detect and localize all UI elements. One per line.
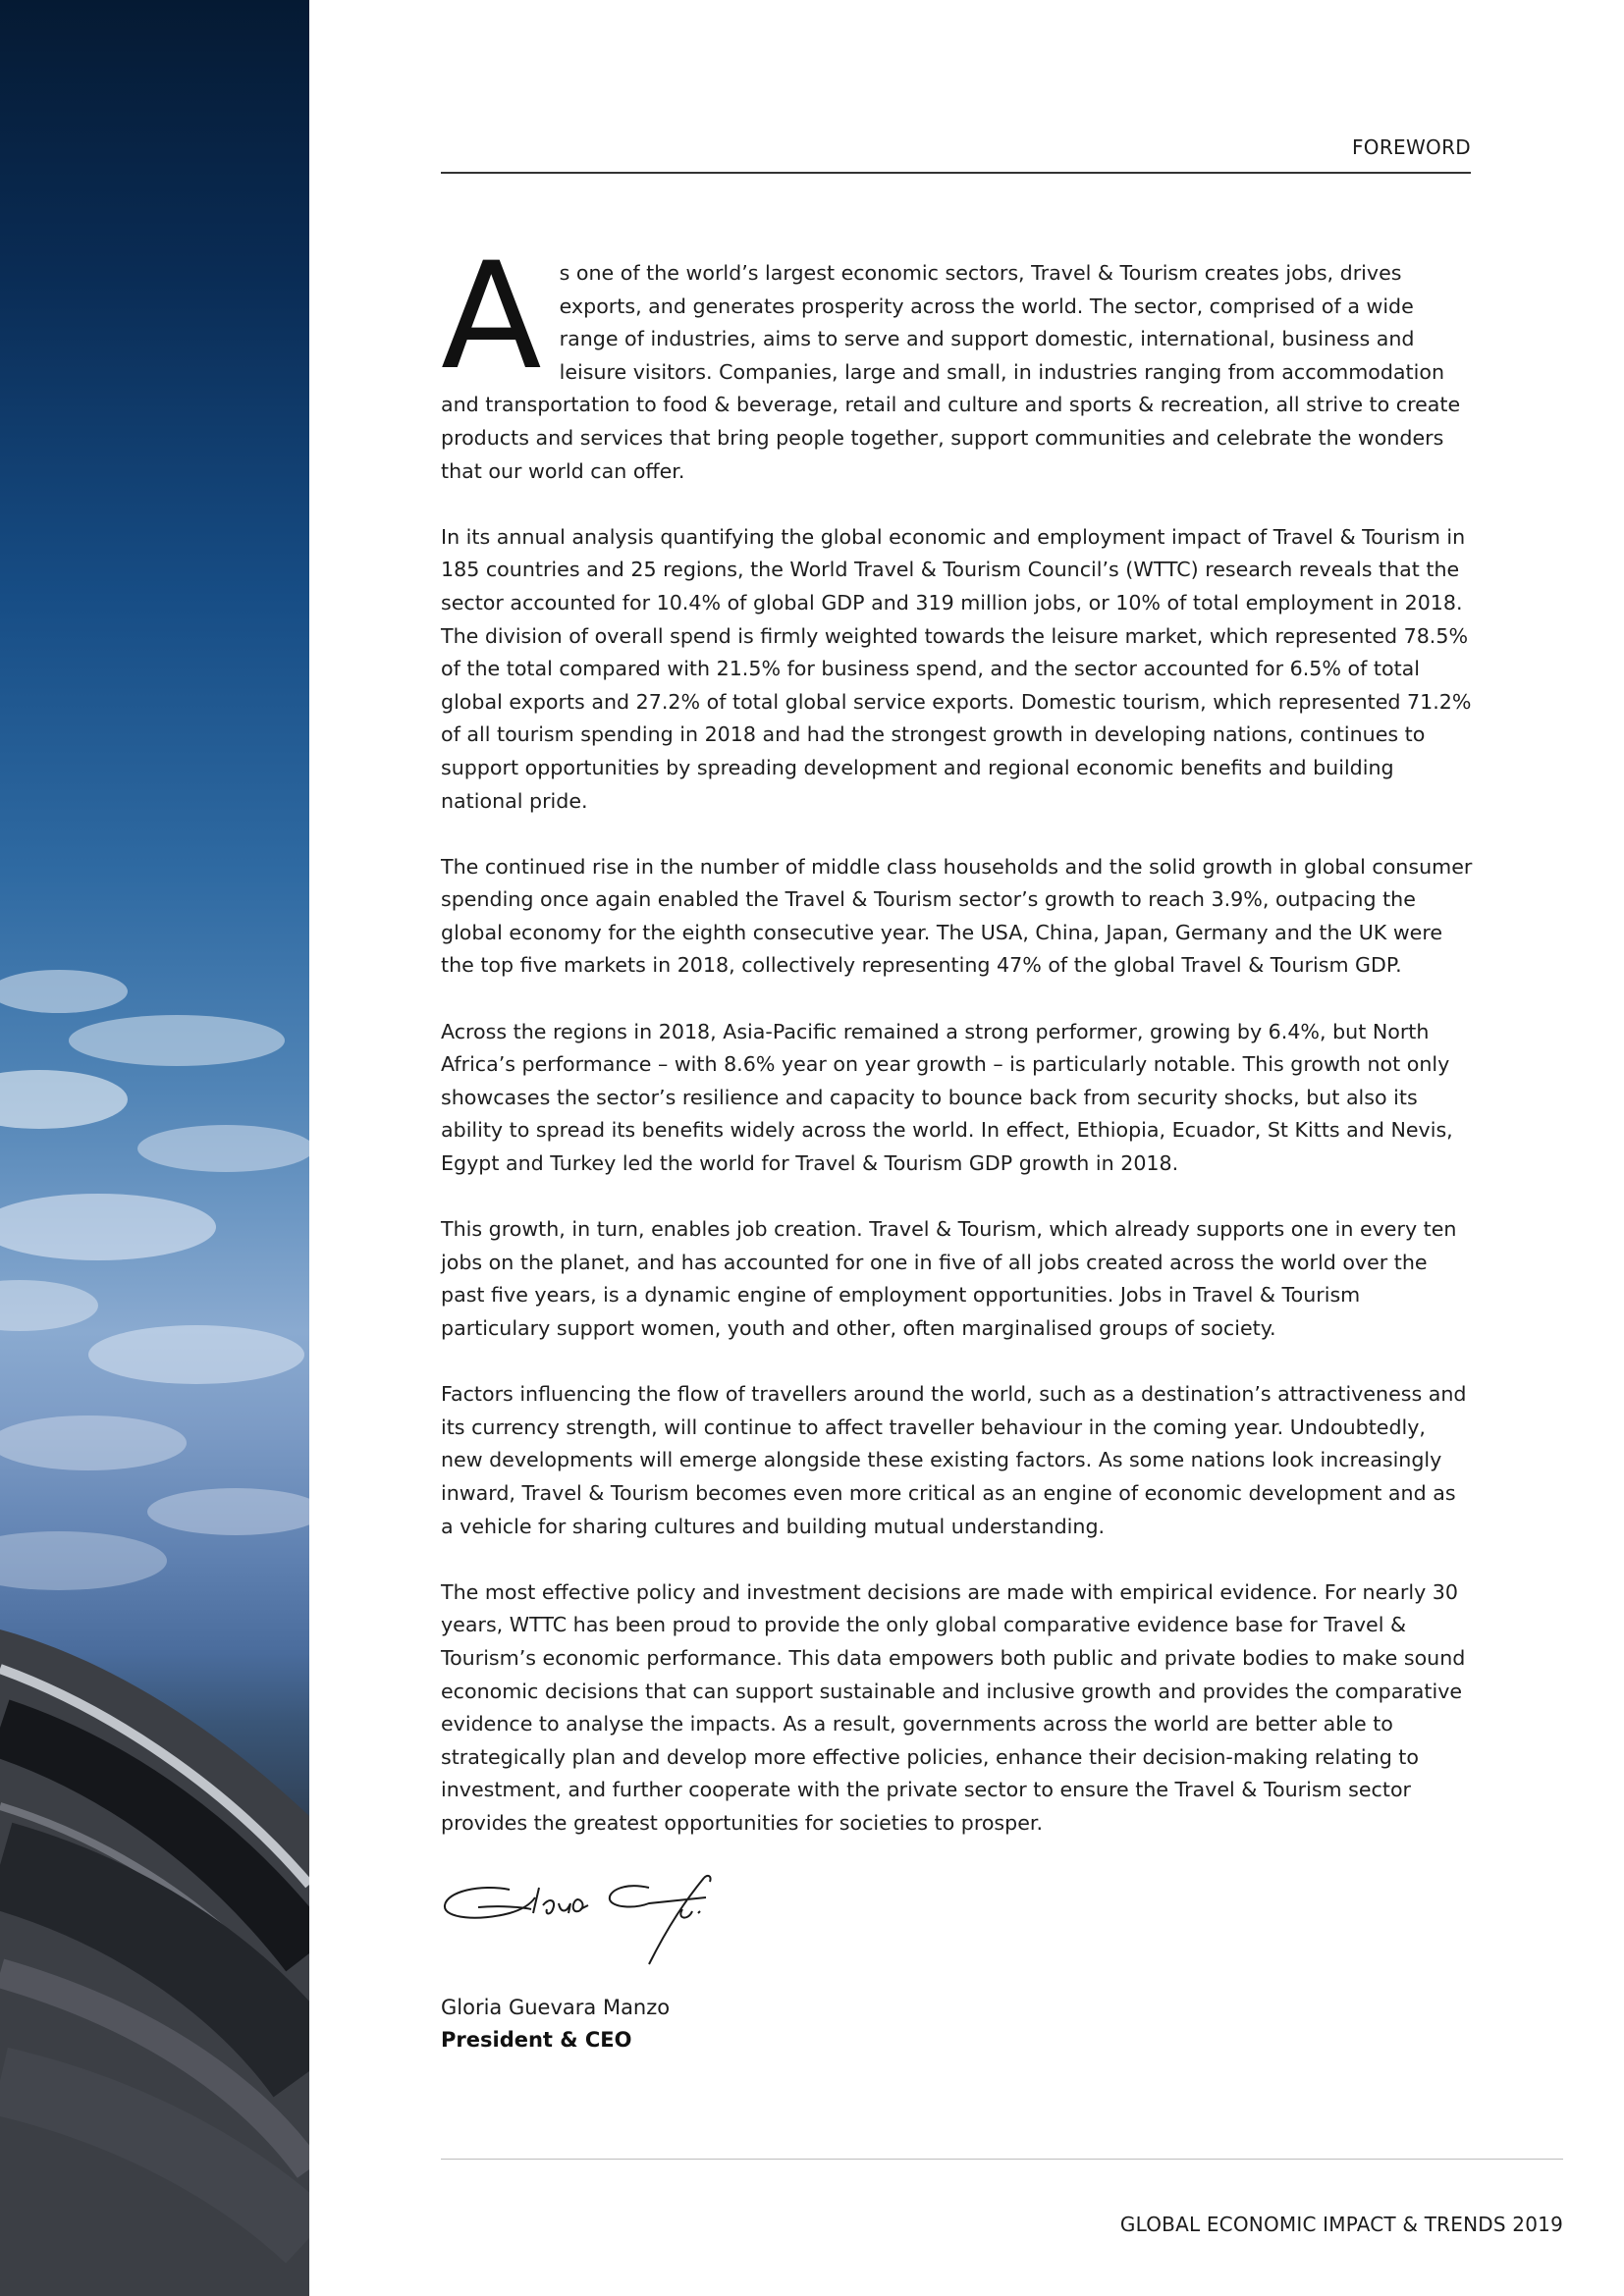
signatory-title: President & CEO	[441, 2028, 632, 2052]
drop-cap: A	[441, 232, 542, 402]
paragraph: In its annual analysis quantifying the global economic and employment impact of Travel & Tourism in 185 countries and 25 regions, the World Travel & Tourism Council’s (WTTC) research reveals that the sector accounted for 10.4% of global GDP and 319 million jobs, or 10% of total employment in 2018. The division of overall spend is firmly weighted towards the leisure market, which represented 78.5% of the total compared with 21.5% for business spend, and the sector accounted for 6.5% of total global exports and 27.2% of total global service exports. Domestic tourism, which represented 71.2% of all tourism spending in 2018 and had the strongest growth in developing nations, continues to support opportunities by spreading development and regional economic benefits and building national pride.	[441, 524, 1472, 813]
paragraph-intro	[441, 232, 1474, 488]
foreword-body	[441, 232, 1474, 1873]
header-divider	[441, 172, 1471, 174]
paragraph: Factors influencing the flow of travellers around the world, such as a destination’s attractiveness and its currency strength, will continue to affect traveller behaviour in the coming year. Undoubtedly, new developments will emerge alongside these existing factors. As some nations look increasingly inward, Travel & Tourism becomes even more critical as an engine of economic development and as a vehicle for sharing cultures and building mutual understanding.	[441, 1382, 1467, 1538]
publication-title: GLOBAL ECONOMIC IMPACT & TRENDS 2019	[1119, 2213, 1563, 2236]
airplane-window-illustration	[0, 0, 309, 2296]
cover-photo-airplane-window	[0, 0, 309, 2296]
handwritten-signature	[441, 1870, 765, 1968]
footer-divider	[441, 2159, 1563, 2160]
section-label: FOREWORD	[1352, 135, 1471, 159]
signatory-name: Gloria Guevara Manzo	[441, 1996, 671, 2019]
paragraph: The most effective policy and investment decisions are made with empirical evidence. For nearly 30 years, WTTC has been proud to provide the only global comparative evidence base for Travel & Tourism’s economic performance. This data empowers both public and private bodies to make sound economic decisions that can support sustainable and inclusive growth and provides the comparative evidence to analyse the impacts. As a result, governments across the world are better able to strategically plan and develop more effective policies, enhance their decision-making relating to investment, and further cooperate with the private sector to ensure the Travel & Tourism sector provides the greatest opportunities for societies to prosper.	[441, 1579, 1466, 1835]
paragraph-intro-text: s one of the world’s largest economic sectors, Travel & Tourism creates jobs, drives exports, and generates prosperity across the world. The sector, comprised of a wide range of industries, aims to serve and support domestic, international, business and leisure visitors. Companies, large and small, in industries ranging from accommodation and transportation to food & beverage, retail and culture and sports & recreation, all strive to create products and services that bring people together, support communities and celebrate the wonders that our world can offer.	[441, 261, 1461, 483]
signature	[441, 1870, 765, 1968]
paragraph: The continued rise in the number of middle class households and the solid growth in global consumer spending once again enabled the Travel & Tourism sector’s growth to reach 3.9%, outpacing the global economy for the eighth consecutive year. The USA, China, Japan, Germany and the UK were the top five markets in 2018, collectively representing 47% of the global Travel & Tourism GDP.	[441, 854, 1473, 978]
paragraph: Across the regions in 2018, Asia-Pacific remained a strong performer, growing by 6.4%, but North Africa’s performance – with 8.6% year on year growth – is particularly notable. This growth not only showcases the sector’s resilience and capacity to bounce back from security shocks, but also its ability to spread its benefits widely across the world. In effect, Ethiopia, Ecuador, St Kitts and Nevis, Egypt and Turkey led the world for Travel & Tourism GDP growth in 2018.	[441, 1019, 1453, 1176]
paragraph: This growth, in turn, enables job creation. Travel & Tourism, which already supports one in every ten jobs on the planet, and has accounted for one in five of all jobs created across the world over the past five years, is a dynamic engine of employment opportunities. Jobs in Travel & Tourism particulary support women, youth and other, often marginalised groups of society.	[441, 1217, 1457, 1340]
